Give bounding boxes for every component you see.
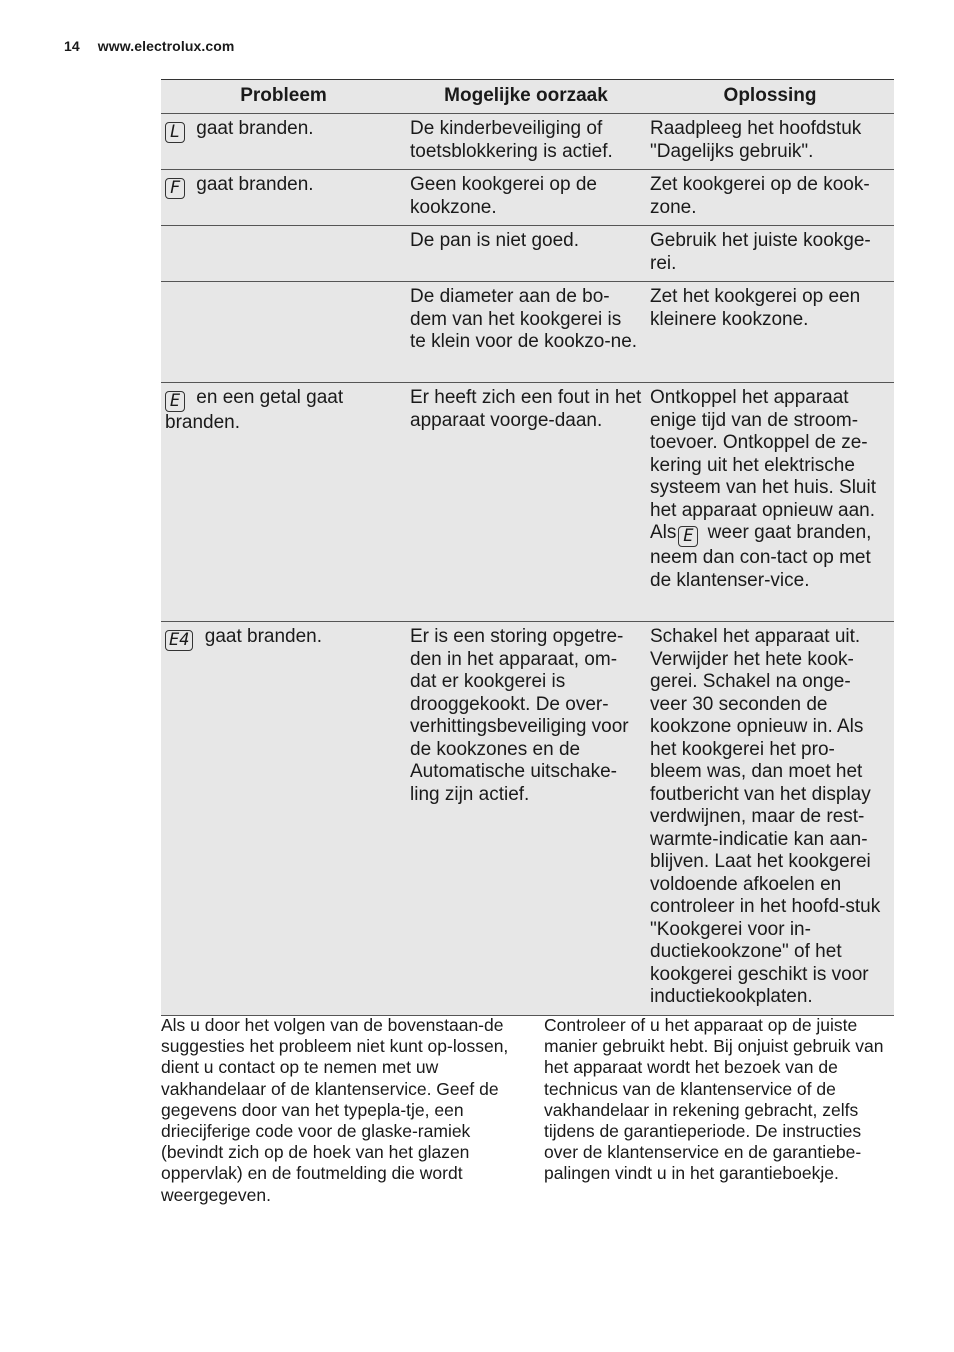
solution-cell: Schakel het apparaat uit. Verwijder het hete kook-gerei. Schakel na onge-veer 30 seconden de kookzone opnieuw in. Als het kookgerei het pro-bleem was, dan moet het foutbericht van het display verdwijnen, maar de rest-warmte-indicatie kan aan-blijven. Laat het kookgerei voldoende afkoelen en controleer in het hoofd-stuk "Kookgerei voor in-ductiekookzone" of het kookgerei geschikt is voor inductiekookplaten. bbox=[650, 626, 881, 1007]
page-number: 14 bbox=[64, 38, 80, 54]
footer-paragraph-right: Controleer of u het apparaat op de juiste manier gebruikt hebt. Bij onjuist gebruik van het apparaat wordt het bezoek van de technicus van de klantenservice of de vakhandelaar in rekening gebracht, zelfs tijdens de garantieperiode. De instructies over de klantenservice en de garantiebe-palingen vindt u in het garantieboekje. bbox=[544, 1015, 884, 1184]
cause-cell: Er heeft zich een fout in het apparaat voorge-daan. bbox=[410, 387, 642, 431]
solution-cell: Raadpleeg het hoofdstuk "Dagelijks gebruik". bbox=[650, 118, 862, 162]
cause-cell: De pan is niet goed. bbox=[410, 230, 580, 251]
column-header-solution: Oplossing bbox=[723, 85, 817, 107]
problem-cell bbox=[161, 114, 406, 169]
problem-cell bbox=[161, 622, 406, 1015]
solution-text-before: Ontkoppel het apparaat enige tijd van de stroom-toevoer. Ontkoppel de ze-kering uit het elektrische systeem van het huis. Sluit het apparaat opnieuw aan. Als bbox=[650, 387, 876, 543]
footer-paragraph-left: Als u door het volgen van de bovenstaan-de suggesties het probleem niet kunt op-lossen, dient u contact op te nemen met uw vakhandelaar of de klantenservice. Geef de gegevens door van het typepla-tje, een driecijferige code voor de glaske-ramiek (bevindt zich op de hoek van het glazen oppervlak) en de foutmelding die wordt weergegeven. bbox=[161, 1015, 509, 1205]
cause-cell: De diameter aan de bo-dem van het kookgerei is te klein voor de kookzo-ne. bbox=[410, 286, 638, 352]
troubleshooting-table bbox=[161, 79, 894, 1016]
cause-cell: Geen kookgerei op de kookzone. bbox=[410, 174, 597, 218]
display-symbol-L-icon: L bbox=[165, 122, 185, 143]
display-symbol-F-icon: F bbox=[165, 178, 185, 199]
table-row bbox=[161, 282, 894, 383]
table-row bbox=[161, 170, 894, 226]
display-symbol-E4-icon: E4 bbox=[165, 630, 193, 651]
display-symbol-E-icon: E bbox=[678, 526, 698, 547]
problem-cell bbox=[161, 226, 406, 281]
column-header-cause: Mogelijke oorzaak bbox=[444, 85, 608, 107]
problem-cell bbox=[161, 282, 406, 382]
solution-cell: Zet kookgerei op de kook-zone. bbox=[650, 174, 870, 218]
problem-text: en een getal gaat branden. bbox=[165, 387, 344, 433]
table-row bbox=[161, 226, 894, 282]
column-header-problem: Probleem bbox=[240, 85, 327, 107]
problem-cell bbox=[161, 170, 406, 225]
table-row bbox=[161, 114, 894, 170]
problem-cell bbox=[161, 383, 406, 621]
cause-cell: Er is een storing opgetre-den in het apparaat, om-dat er kookgerei is drooggekookt. De over-verhittingsbeveiliging voor de kookzones en de Automatische uitschake-ling zijn actief. bbox=[410, 626, 629, 805]
solution-cell: Zet het kookgerei op een kleinere kookzone. bbox=[650, 286, 861, 330]
problem-text: gaat branden. bbox=[191, 174, 314, 195]
solution-text-after: weer gaat branden, neem dan con-tact op met de klantenser-vice. bbox=[650, 522, 872, 591]
problem-text: gaat branden. bbox=[191, 118, 314, 139]
solution-cell: Gebruik het juiste kookge-rei. bbox=[650, 230, 871, 274]
display-symbol-E-icon: E bbox=[165, 391, 185, 412]
table-header-row bbox=[161, 80, 894, 114]
page-header bbox=[64, 38, 234, 54]
site-url: www.electrolux.com bbox=[97, 38, 235, 54]
cause-cell: De kinderbeveiliging of toetsblokkering is actief. bbox=[410, 118, 613, 162]
solution-cell bbox=[646, 383, 894, 621]
table-row bbox=[161, 383, 894, 622]
table-row bbox=[161, 622, 894, 1016]
problem-text: gaat branden. bbox=[199, 626, 323, 647]
